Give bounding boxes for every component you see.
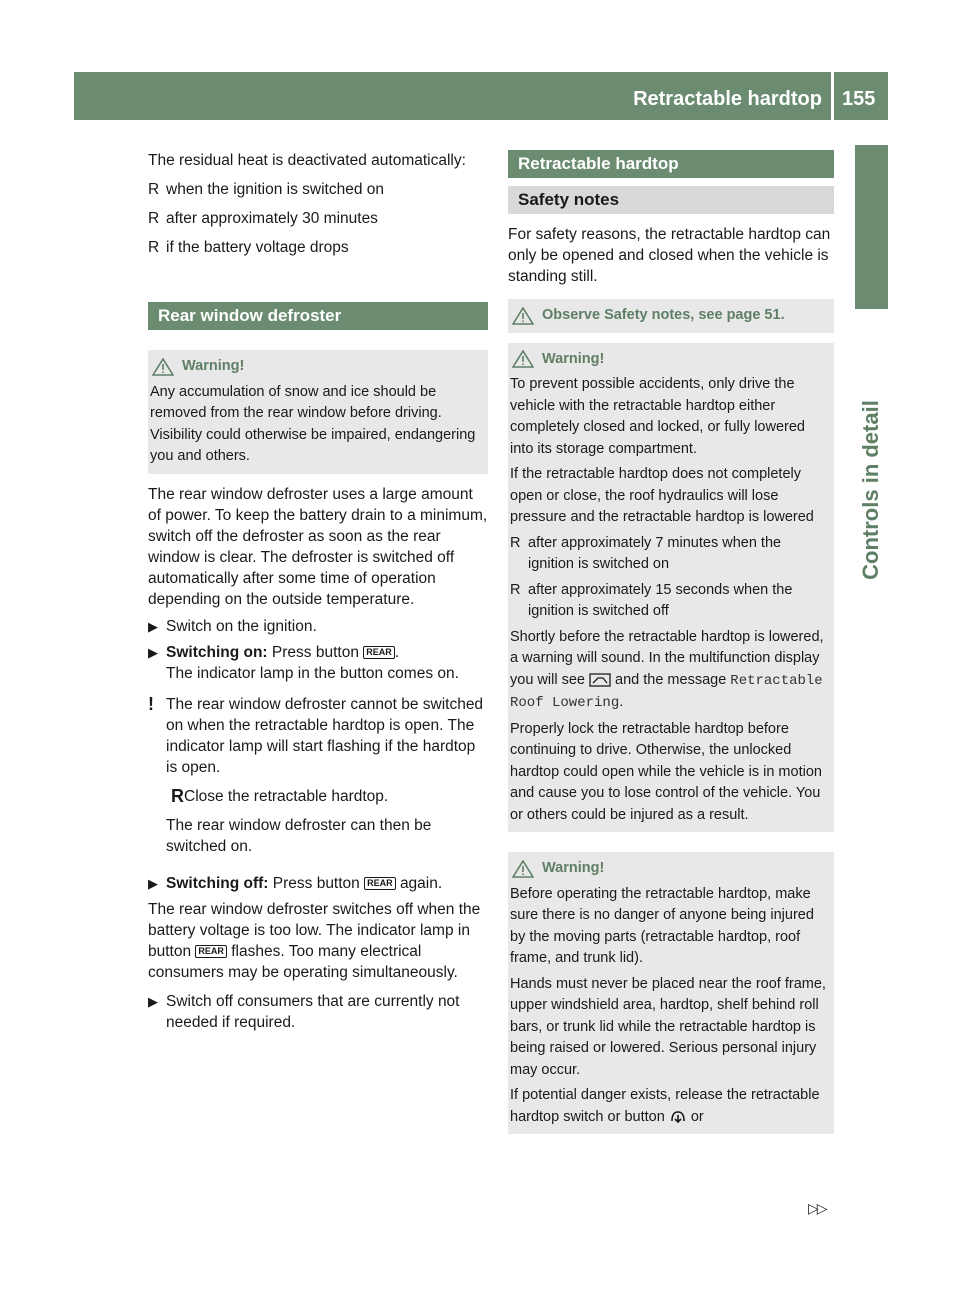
rear-defroster-icon: REAR (364, 877, 396, 890)
list-item: R after approximately 7 minutes when the ignition is switched on (510, 534, 782, 572)
list-item: R if the battery voltage drops (148, 239, 349, 256)
lowering-message-text: Shortly before the retractable hardtop is lowered, a warning will sound. In the multifunction display you will see and the message Retractable Roof Lowering. (510, 628, 824, 711)
right-column (508, 150, 834, 1134)
warning-box (148, 350, 488, 474)
warning-header: Warning! (510, 349, 830, 371)
exclamation-icon: ! (148, 693, 154, 714)
page-number: 155 (842, 88, 876, 110)
warning-triangle-icon (512, 350, 534, 368)
observe-note: Observe Safety notes, see page 51. (510, 305, 830, 327)
warning-header: Warning! (510, 858, 830, 880)
left-column (148, 150, 488, 1038)
header-separator (831, 72, 834, 120)
warning-text: Any accumulation of snow and ice should be removed from the rear window before driving. Visibility could otherwise be impaired, endangering you and others. (150, 383, 476, 464)
intro-text: The residual heat is deactivated automatically: (148, 152, 466, 169)
rear-defroster-icon: REAR (195, 945, 227, 958)
list-item: R when the ignition is switched on (148, 181, 384, 198)
voltage-text: The rear window defroster switches off when the battery voltage is too low. The indicator lamp in button REAR flashes. Too many electrical consumers may be operating simultaneously. (148, 900, 481, 981)
warning-triangle-icon (512, 307, 534, 325)
intro-text: For safety reasons, the retractable hardtop can only be opened and closed when the vehicle is standing still. (508, 226, 831, 285)
warning-box: Warning! To prevent possible accidents, only drive the vehicle with the retractable hardtop either completely closed and locked, or fully lowered into its storage compartment. If the retractable hardtop does not completely open or close, the roof hydraulics will lose pressure and the retractable hardtop is lowered R after approximately 7 minutes when the ignition is switched on R after approximately 15 seconds when the ignition is switched off Shortly before the retractable hardtop is lowered, a warning will sound. In the multifunction display you will see and the message Retractable Roof Lowering. Properly lock the retractable hardtop before continuing to drive. Otherwise, the unlocked hardtop could open while the vehicle is in motion and cause you to lose control of the vehicle. You or others could be injured as a result. (508, 343, 834, 833)
subsection-title-safety-notes: Safety notes (508, 186, 834, 214)
note-block: ! The rear window defroster cannot be switched on when the retractable hardtop is open. The indicator lamp will start flashing if the hardtop is open. R Close the retractable hardtop. The rear window defroster can then be switched on. (148, 694, 488, 865)
list-item: R after approximately 30 minutes (148, 210, 378, 227)
rear-defroster-icon: REAR (363, 646, 395, 659)
observe-note-box (508, 299, 834, 333)
step-item: ▶ Switch on the ignition. (148, 617, 317, 635)
step-item: ▶ Switching off: Press button REAR again. (148, 874, 443, 892)
warning-box: Warning! Before operating the retractable hardtop, make sure there is no danger of anyone being injured by the moving parts (retractable hardtop, roof frame, and trunk lid). Hands must never be placed near the roof frame, upper windshield area, hardtop, shelf behind roll bars, or trunk lid while the retractable hardtop is being raised or lowered. Serious personal injury may occur. If potential danger exists, release the retractable hardtop switch or button or (508, 852, 834, 1134)
warning-header: Warning! (150, 356, 484, 378)
warning-triangle-icon (512, 860, 534, 878)
body-text: The rear window defroster uses a large amount of power. To keep the battery drain to a minimum, switch off the defroster as soon as the rear window is clear. The defroster is switched off automatically after some time of operation depending on the outside temperature. (148, 485, 488, 608)
header-title: Retractable hardtop (633, 88, 822, 110)
section-title-retractable-hardtop: Retractable hardtop (508, 150, 834, 178)
step-item: ▶ Switch off consumers that are currently not needed if required. (148, 992, 460, 1031)
warning-triangle-icon (152, 358, 174, 376)
side-tab-label: Controls in detail (858, 400, 883, 580)
side-tab (855, 145, 888, 309)
release-text: If potential danger exists, release the retractable hardtop switch or button or (510, 1087, 820, 1125)
section-title-rear-defroster: Rear window defroster (148, 302, 488, 330)
display-message: Retractable Roof Lowering (510, 672, 823, 711)
roof-lowering-icon (589, 673, 611, 687)
continue-marker: ▷▷ (808, 1200, 826, 1216)
list-item: R after approximately 15 seconds when the ignition is switched off (510, 581, 793, 619)
list-item: R Close the retractable hardtop. (166, 785, 389, 806)
hardtop-button-icon (669, 1109, 687, 1125)
step-item: ▶ Switching on: Press button REAR . The indicator lamp in the button comes on. (148, 643, 459, 682)
